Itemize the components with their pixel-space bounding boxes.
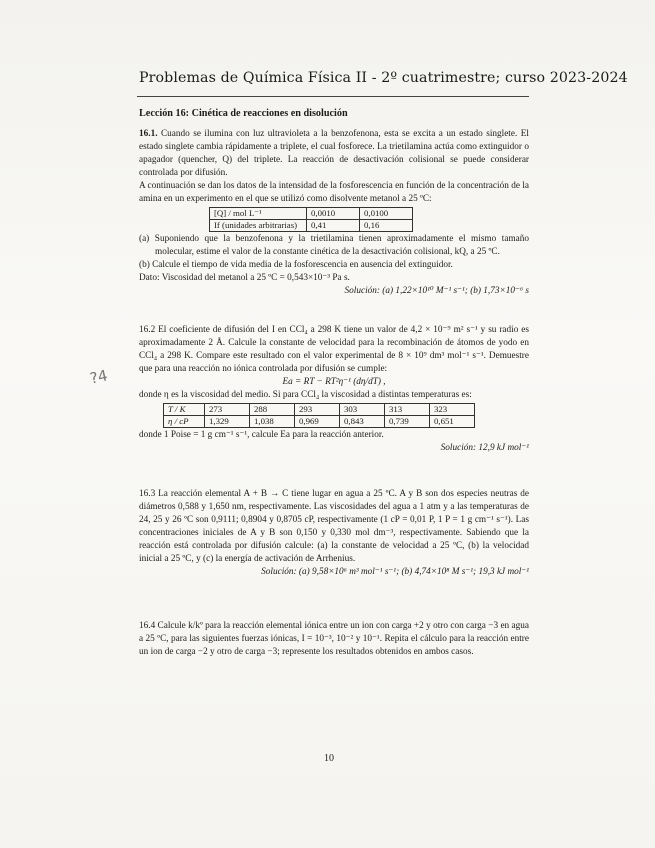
table-cell: 303: [340, 404, 385, 416]
problem-16-1-dato: Dato: Viscosidad del metanol a 25 ºC = 0,543×10⁻³ Pa s.: [139, 273, 350, 283]
problem-16-2-solution: Solución: 12,9 kJ mol⁻¹: [440, 443, 529, 453]
table-cell: 273: [205, 404, 250, 416]
problem-16-2-text-2: donde η es la viscosidad del medio. Si para CCl₄ la viscosidad a distintas temperaturas es:: [139, 390, 472, 400]
table-cell: 0,739: [385, 416, 430, 428]
problem-16-1-solution: Solución: (a) 1,22×10¹⁰ M⁻¹ s⁻¹; (b) 1,73×10⁻⁶ s: [344, 286, 529, 296]
table-cell: 0,969: [295, 416, 340, 428]
problem-16-2: [139, 324, 529, 455]
problem-16-1-data-intro: A continuación se dan los datos de la intensidad de la fosforescencia en función de la concentración de la amina en un experimento en el que se utilizó como disolvente metanol a 25 ºC:: [139, 181, 529, 204]
problem-16-3-solution: Solución: (a) 9,58×10⁶ m³ mol⁻¹ s⁻¹; (b) 4,74×10⁸ M s⁻¹; 19,3 kJ mol⁻¹: [261, 567, 529, 577]
handwritten-margin-note: ?4: [88, 366, 110, 388]
table-cell: 0,843: [340, 416, 385, 428]
table-cell: 0,0010: [307, 208, 360, 220]
table-cell: If (unidades arbitrarias): [210, 220, 307, 232]
table-cell: [Q] / mol L⁻¹: [210, 208, 307, 220]
problem-16-1-statement: [139, 128, 529, 180]
table-row: [210, 220, 413, 232]
problem-16-1-item-b: (b) Calcule el tiempo de vida media de la fosforescencia en ausencia del extinguidor.: [139, 260, 453, 270]
table-row: [210, 208, 413, 220]
table-cell: 288: [250, 404, 295, 416]
table-cell: 1,038: [250, 416, 295, 428]
viscosity-table: [163, 403, 475, 428]
problem-16-2-text-3: donde 1 Poise = 1 g cm⁻¹ s⁻¹, calcule Ea para la reacción anterior.: [139, 430, 384, 440]
table-cell: 323: [430, 404, 475, 416]
lesson-heading: Lección 16: Cinética de reacciones en disolución: [139, 108, 348, 119]
table-row: [164, 416, 475, 428]
table-cell: 293: [295, 404, 340, 416]
phosphorescence-table: [209, 207, 413, 232]
problem-16-1: [139, 128, 529, 298]
problem-16-3: [139, 488, 529, 579]
table-cell: T / K: [164, 404, 205, 416]
problem-number: 16.1.: [139, 129, 158, 139]
page-header-title: Problemas de Química Física II - 2º cuatrimestre; curso 2023-2024: [139, 70, 628, 86]
problem-16-4: [139, 620, 529, 659]
header-divider: [137, 96, 529, 97]
problem-16-1-text: Cuando se ilumina con luz ultravioleta a la benzofenona, esta se excita a un estado singlete. El estado singlete cambia rápidamente a triplete, el cual fosforece. La trietilamina actúa como extinguidor o apagador (quencher, Q) del triplete. La reacción de desactivación colisional se puede considerar controlada por difusión.: [139, 129, 529, 178]
table-cell: 313: [385, 404, 430, 416]
problem-16-2-text: 16.2 El coeficiente de difusión del I en CCl₄ a 298 K tiene un valor de 4,2 × 10⁻⁹ m² s⁻¹ y su radio es aproximadamente 2 Å. Calcule la constante de velocidad para la recombinación de átomos de yodo en CCl₄ a 298 K. Compare este resultado con el valor experimental de 8 × 10⁹ dm³ mol⁻¹ s⁻¹. Demuestre que para una reacción no iónica controlada por difusión se cumple:: [139, 325, 529, 374]
activation-energy-formula: Ea = RT − RT²η⁻¹ (dη/dT) ,: [282, 377, 386, 387]
table-cell: 1,329: [205, 416, 250, 428]
table-row: [164, 404, 475, 416]
table-cell: 0,41: [307, 220, 360, 232]
table-cell: 0,0100: [360, 208, 413, 220]
table-cell: η / cP: [164, 416, 205, 428]
problem-16-1-item-a: (a) Suponiendo que la benzofenona y la trietilamina tienen aproximadamente el mismo tamaño molecular, estime el valor de la constante cinética de la desactivación colisional, kQ, a 25 ºC.: [139, 234, 529, 257]
page-number: 10: [324, 753, 334, 764]
problem-16-4-text: 16.4 Calcule k/kº para la reacción elemental iónica entre un ion con carga +2 y otro con carga −3 en agua a 25 ºC, para las siguientes fuerzas iónicas, I = 10⁻³, 10⁻² y 10⁻¹. Repita el cálculo para la reacción entre un ion de carga −2 y otro de carga −3; represente los resultados obtenidos en ambos casos.: [139, 621, 529, 657]
table-cell: 0,16: [360, 220, 413, 232]
table-cell: 0,651: [430, 416, 475, 428]
problem-16-3-text: 16.3 La reacción elemental A + B → C tiene lugar en agua a 25 ºC. A y B son dos especies neutras de diámetros 0,588 y 1,650 nm, respectivamente. Las viscosidades del agua a 1 atm y a las temperaturas de 24, 25 y 26 ºC son 0,9111; 0,8904 y 0,8705 cP, respectivamente (1 cP = 0,01 P, 1 P = 1 g cm⁻¹ s⁻¹). Las concentraciones iniciales de A y B son 0,150 y 0,330 mol dm⁻³, respectivamente. Sabiendo que la reacción está controlada por difusión calcule: (a) la constante de velocidad a 25 ºC, (b) la velocidad inicial a 25 ºC, y (c) la energía de activación de Arrhenius.: [139, 489, 529, 564]
